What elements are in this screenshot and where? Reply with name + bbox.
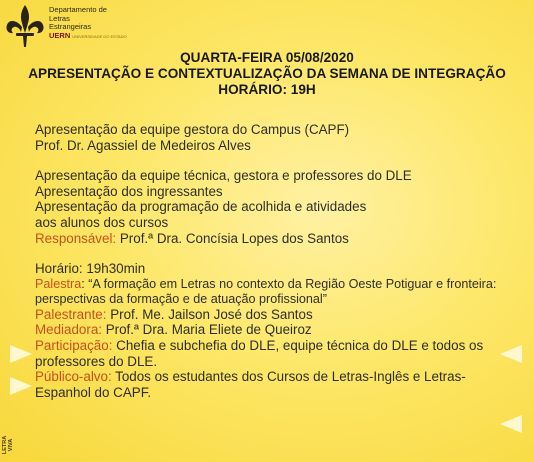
university-subtitle: UNIVERSIDADE DO ESTADO: [72, 33, 127, 39]
palestrante-row: [35, 307, 515, 323]
mediadora-value: Prof.ª Dra. Maria Eliete de Queiroz: [102, 322, 312, 338]
publico-row: [35, 369, 515, 400]
responsavel-value: Prof.ª Dra. Concísia Lopes dos Santos: [116, 230, 349, 246]
palestrante-label: Palestrante:: [35, 306, 107, 322]
corner-logo: LETRA VIVA: [2, 435, 14, 455]
palestra-value: : “A formação em Letras no contexto da Região Oeste Potiguar e fronteira: perspectivas da formação e de atuação profissional”: [35, 276, 497, 306]
event-header: [0, 50, 534, 98]
palestra-row: [35, 277, 515, 307]
horario-text: Horário: 19h30min: [35, 261, 146, 277]
mediadora-label: Mediadora:: [35, 322, 102, 338]
event-date: QUARTA-FEIRA 05/08/2020: [180, 50, 354, 65]
decor-triangle-right-icon: [10, 345, 32, 363]
participacao-row: [35, 338, 515, 369]
mediadora-row: [35, 322, 515, 338]
block2-line: Apresentação da equipe técnica, gestora e professores do DLE: [35, 168, 412, 184]
block2-line: Apresentação da programação de acolhida e atividades: [35, 199, 367, 215]
department-logo-text: [49, 6, 127, 41]
decor-triangle-left-icon: [500, 415, 522, 433]
university-name: UERN: [49, 30, 71, 40]
participacao-label: Participação:: [35, 337, 113, 353]
block1-title: Apresentação da equipe gestora do Campus (CAPF): [35, 122, 350, 137]
decor-triangle-right-icon: [10, 377, 32, 395]
department-line: Departamento de: [49, 5, 107, 14]
event-title: APRESENTAÇÃO E CONTEXTUALIZAÇÃO DA SEMANA DE INTEGRAÇÃO: [28, 66, 506, 81]
responsavel-row: [35, 231, 515, 247]
responsavel-label: Responsável:: [35, 230, 117, 246]
block2-line: aos alunos dos cursos: [35, 214, 169, 230]
palestra-label: Palestra: [35, 276, 82, 291]
palestrante-value: Prof. Me. Jailson José dos Santos: [106, 306, 313, 322]
publico-label: Público-alvo:: [35, 369, 112, 385]
decor-triangle-left-icon: [500, 345, 522, 363]
department-line: Letras: [49, 13, 70, 23]
block2-line: Apresentação dos ingressantes: [35, 183, 223, 199]
participacao-value: Chefia e subchefia do DLE, equipe técnica do DLE e todos os professores do DLE.: [35, 337, 484, 369]
fleur-de-lis-logo-icon: [3, 3, 47, 49]
event-time: HORÁRIO: 19H: [218, 82, 316, 97]
block1-person: Prof. Dr. Agassiel de Medeiros Alves: [35, 137, 251, 153]
schedule-content: [35, 122, 515, 400]
publico-value: Todos os estudantes dos Cursos de Letras-Inglês e Letras-Espanhol do CAPF.: [35, 369, 466, 400]
department-line: Estrangeiras: [49, 22, 92, 31]
